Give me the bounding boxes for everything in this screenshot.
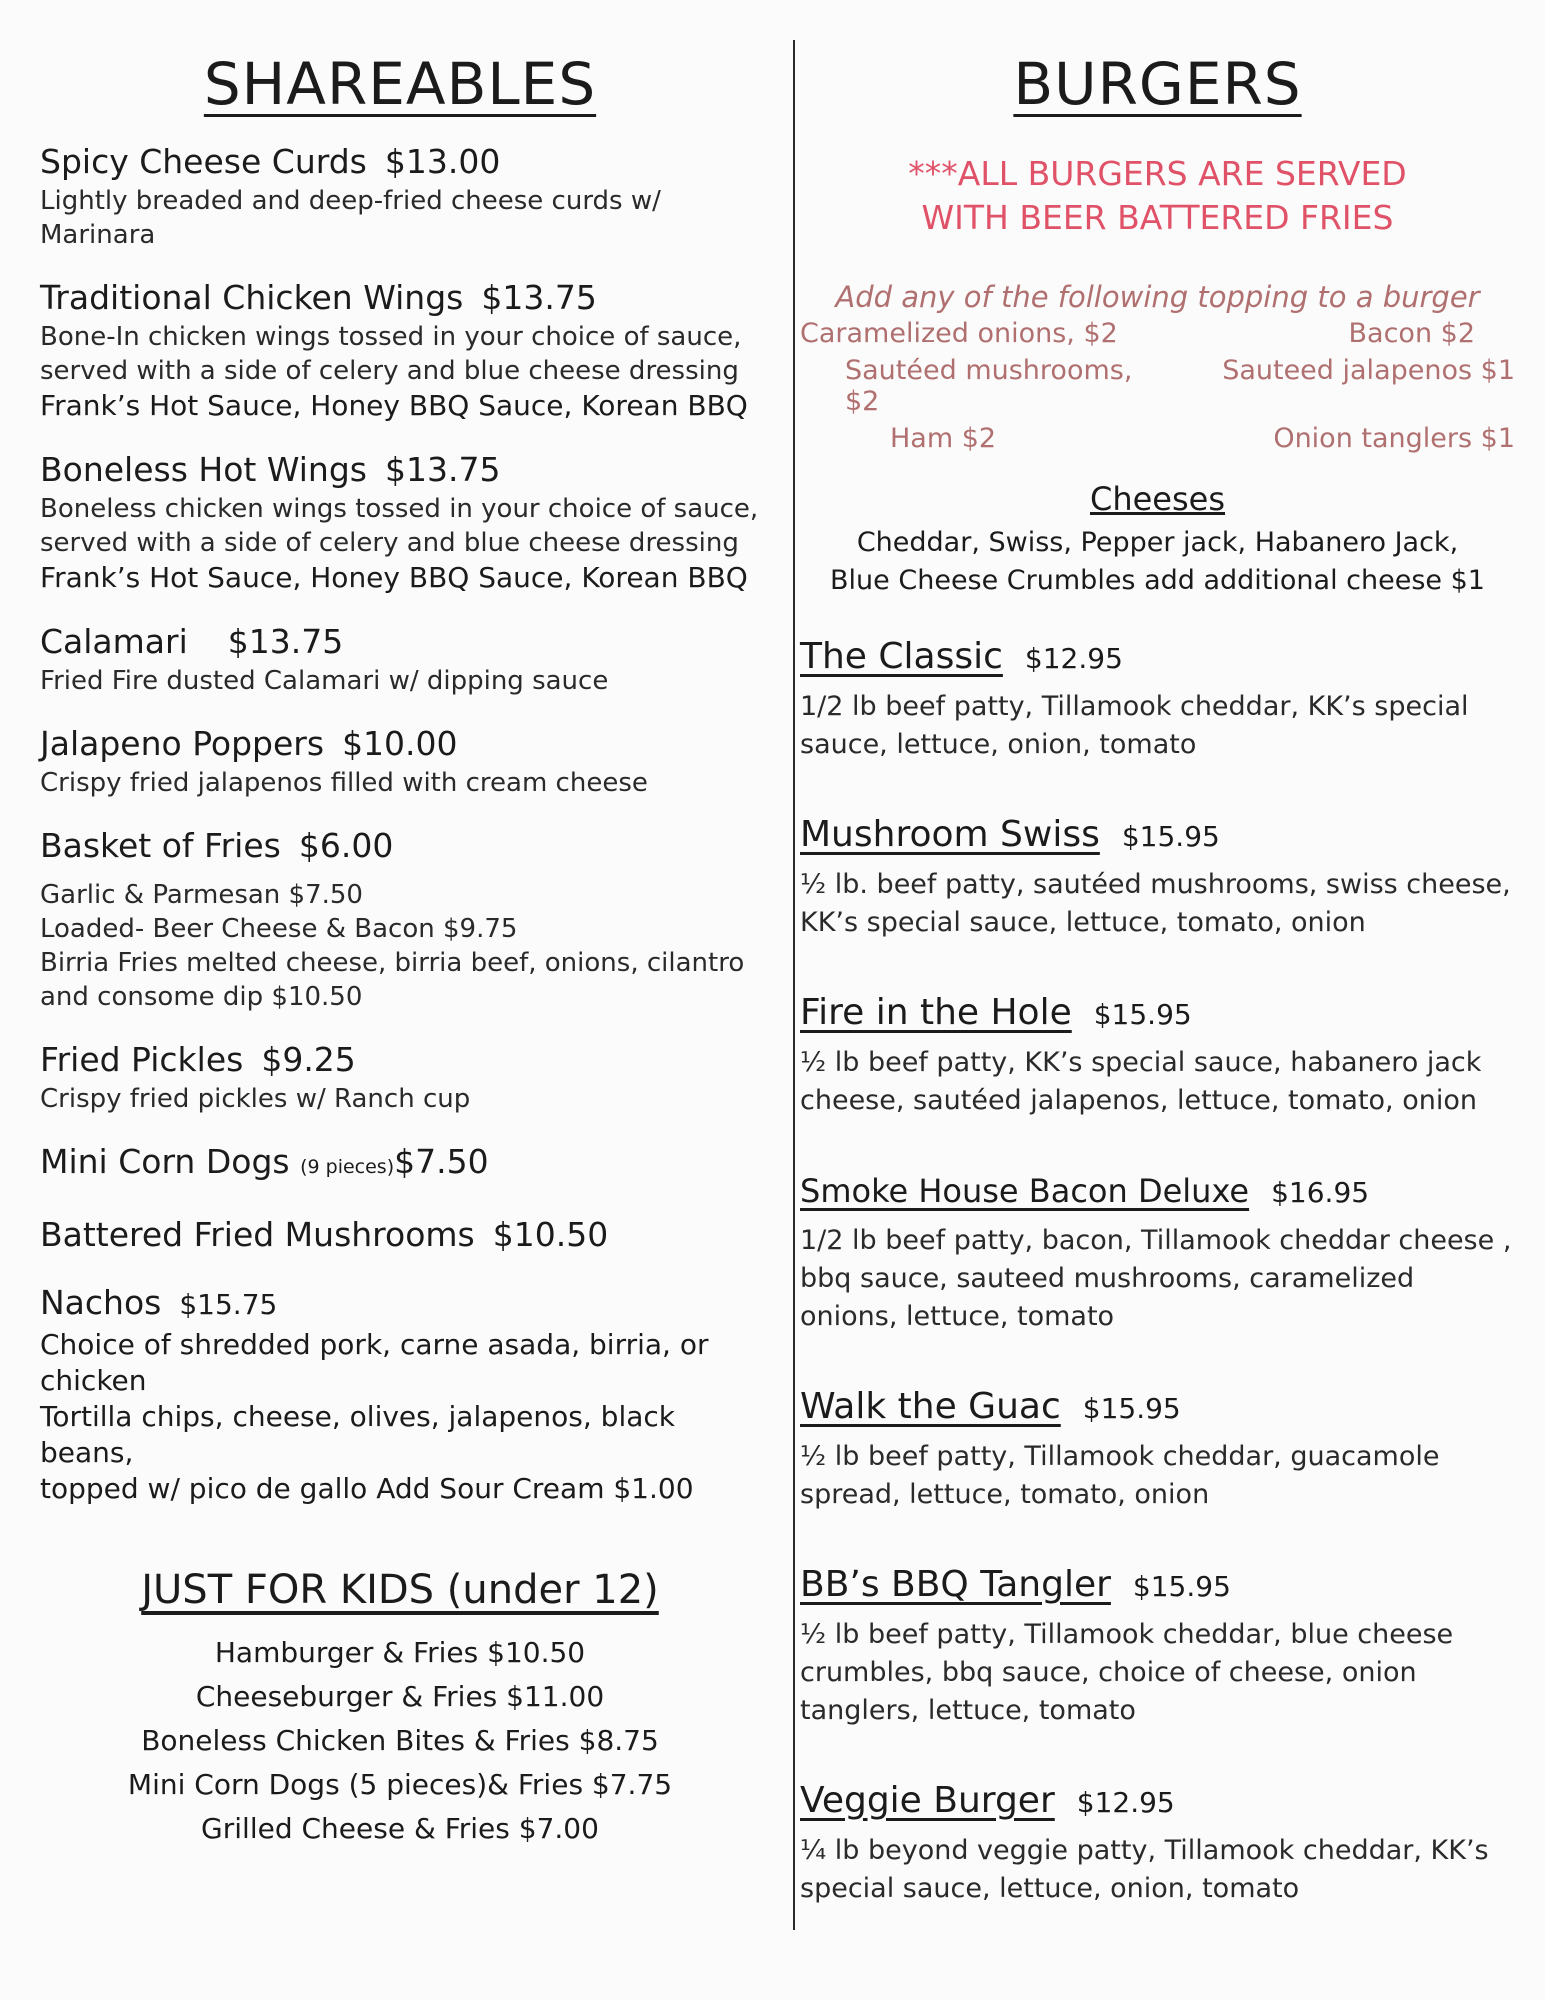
burgers-column xyxy=(800,40,1515,1956)
cheeses-list xyxy=(800,524,1515,600)
kids-item: Hamburger & Fries $10.50 xyxy=(214,1636,586,1669)
kids-item: Grilled Cheese & Fries $7.00 xyxy=(201,1812,599,1845)
burger-item xyxy=(800,1384,1515,1514)
column-divider xyxy=(793,40,795,1930)
burger-description: ¼ lb beyond veggie patty, Tillamook cheddar, KK’s special sauce, lettuce, onion, tomato xyxy=(800,1835,1489,1904)
item-name: Mini Corn Dogs xyxy=(40,1142,290,1181)
item-quantity: (9 pieces) xyxy=(300,1156,395,1178)
burgers-title: BURGERS xyxy=(1013,50,1302,118)
shareables-title: SHAREABLES xyxy=(203,50,597,118)
menu-item xyxy=(40,140,760,252)
topping-item: Onion tanglers $1 xyxy=(1273,423,1515,454)
menu-item xyxy=(40,1213,760,1257)
burger-price: $16.95 xyxy=(1271,1176,1370,1209)
burger-price: $12.95 xyxy=(1076,1786,1175,1819)
burger-item xyxy=(800,1778,1515,1908)
kids-title: JUST FOR KIDS (under 12) xyxy=(141,1567,659,1613)
item-description: Bone-In chicken wings tossed in your choice of sauce, served with a side of celery and blue cheese dressing xyxy=(40,322,742,386)
burger-price: $12.95 xyxy=(1024,642,1123,675)
burger-description: ½ lb beef patty, Tillamook cheddar, blue cheese crumbles, bbq sauce, choice of cheese, onion tanglers, lettuce, tomato xyxy=(800,1619,1454,1726)
nachos-line: Tortilla chips, cheese, olives, jalapenos, black beans, xyxy=(40,1400,675,1469)
item-name: Battered Fried Mushrooms xyxy=(40,1215,475,1254)
menu-item xyxy=(40,824,760,1014)
item-price: $6.00 xyxy=(298,826,394,865)
toppings-title: Add any of the following topping to a burger xyxy=(835,280,1480,314)
burger-item xyxy=(800,812,1515,942)
item-price: $10.50 xyxy=(492,1215,609,1254)
item-price: $13.00 xyxy=(384,142,501,181)
burger-price: $15.95 xyxy=(1093,998,1192,1031)
burger-name: Smoke House Bacon Deluxe xyxy=(800,1172,1250,1210)
kids-item: Cheeseburger & Fries $11.00 xyxy=(195,1680,605,1713)
item-name: Traditional Chicken Wings xyxy=(40,278,464,317)
burger-description: ½ lb. beef patty, sautéed mushrooms, swiss cheese, KK’s special sauce, lettuce, tomato, onion xyxy=(800,869,1511,938)
item-price: $15.75 xyxy=(179,1288,278,1321)
burger-name: Walk the Guac xyxy=(800,1386,1061,1427)
item-description: Fried Fire dusted Calamari w/ dipping sauce xyxy=(40,666,609,696)
nachos-line: topped w/ pico de gallo Add Sour Cream $1.00 xyxy=(40,1472,694,1505)
topping-item: Caramelized onions, $2 xyxy=(800,318,1118,349)
item-description: Crispy fried jalapenos filled with cream cheese xyxy=(40,768,648,798)
item-description: Lightly breaded and deep-fried cheese curds w/ Marinara xyxy=(40,186,661,250)
nachos-line: Choice of shredded pork, carne asada, birria, or chicken xyxy=(40,1328,709,1397)
burger-item xyxy=(800,990,1515,1120)
kids-item: Boneless Chicken Bites & Fries $8.75 xyxy=(141,1724,659,1757)
item-price: $13.75 xyxy=(227,622,344,661)
menu-item xyxy=(40,722,760,800)
menu-item xyxy=(40,1038,760,1116)
burger-name: BB’s BBQ Tangler xyxy=(800,1564,1111,1605)
item-name: Jalapeno Poppers xyxy=(40,724,325,763)
fries-note-line: WITH BEER BATTERED FRIES xyxy=(921,198,1394,237)
item-name: Boneless Hot Wings xyxy=(40,450,367,489)
burger-item xyxy=(800,1562,1515,1730)
burger-item xyxy=(800,1168,1515,1336)
burger-name: The Classic xyxy=(800,636,1003,677)
burger-description: ½ lb beef patty, KK’s special sauce, habanero jack cheese, sautéed jalapenos, lettuce, tomato, onion xyxy=(800,1047,1482,1116)
fries-variant: Birria Fries melted cheese, birria beef, onions, cilantro and consome dip $10.50 xyxy=(40,948,745,1012)
item-name: Nachos xyxy=(40,1283,162,1322)
topping-item: Ham $2 xyxy=(890,423,997,454)
burger-description: 1/2 lb beef patty, bacon, Tillamook cheddar cheese , bbq sauce, sauteed mushrooms, caramelized onions, lettuce, tomato xyxy=(800,1225,1512,1332)
menu-item xyxy=(40,1140,760,1189)
item-price: $9.25 xyxy=(261,1040,356,1079)
sauce-options: Frank’s Hot Sauce, Honey BBQ Sauce, Korean BBQ xyxy=(40,561,748,594)
topping-item: Bacon $2 xyxy=(1348,318,1475,349)
burger-description: 1/2 lb beef patty, Tillamook cheddar, KK’s special sauce, lettuce, onion, tomato xyxy=(800,691,1469,760)
toppings-list xyxy=(800,318,1515,454)
item-price: $13.75 xyxy=(384,450,501,489)
burger-name: Fire in the Hole xyxy=(800,992,1072,1033)
burger-price: $15.95 xyxy=(1082,1392,1181,1425)
burger-price: $15.95 xyxy=(1132,1570,1231,1603)
item-name: Calamari xyxy=(40,622,188,661)
item-price: $7.50 xyxy=(394,1142,489,1181)
burger-price: $15.95 xyxy=(1121,820,1220,853)
item-name: Spicy Cheese Curds xyxy=(40,142,367,181)
shareables-column xyxy=(40,40,760,1851)
cheeses-line: Cheddar, Swiss, Pepper jack, Habanero Jack, xyxy=(856,527,1459,558)
menu-item xyxy=(40,620,760,698)
cheeses-line: Blue Cheese Crumbles add additional cheese $1 xyxy=(830,565,1485,596)
item-description: Crispy fried pickles w/ Ranch cup xyxy=(40,1084,471,1114)
burger-name: Veggie Burger xyxy=(800,1780,1055,1821)
fries-note-line: ***ALL BURGERS ARE SERVED xyxy=(908,154,1407,193)
item-price: $13.75 xyxy=(481,278,597,317)
cheeses-title: Cheeses xyxy=(1089,480,1226,518)
sauce-options: Frank’s Hot Sauce, Honey BBQ Sauce, Korean BBQ xyxy=(40,389,748,422)
fries-note xyxy=(800,152,1515,240)
item-name: Basket of Fries xyxy=(40,826,281,865)
kids-item: Mini Corn Dogs (5 pieces)& Fries $7.75 xyxy=(127,1768,673,1801)
item-price: $10.00 xyxy=(342,724,458,763)
menu-item xyxy=(40,276,760,424)
menu-item xyxy=(40,448,760,596)
topping-item: Sauteed jalapenos $1 xyxy=(1222,355,1515,386)
burger-name: Mushroom Swiss xyxy=(800,814,1100,855)
item-name: Fried Pickles xyxy=(40,1040,244,1079)
fries-variant: Loaded- Beer Cheese & Bacon $9.75 xyxy=(40,914,518,944)
fries-variant: Garlic & Parmesan $7.50 xyxy=(40,880,363,910)
burger-description: ½ lb beef patty, Tillamook cheddar, guacamole spread, lettuce, tomato, onion xyxy=(800,1441,1440,1510)
item-description: Boneless chicken wings tossed in your choice of sauce, served with a side of celery and blue cheese dressing xyxy=(40,494,759,558)
topping-item: Sautéed mushrooms, $2 xyxy=(845,355,1133,417)
burger-item xyxy=(800,634,1515,764)
menu-item xyxy=(40,1281,760,1507)
